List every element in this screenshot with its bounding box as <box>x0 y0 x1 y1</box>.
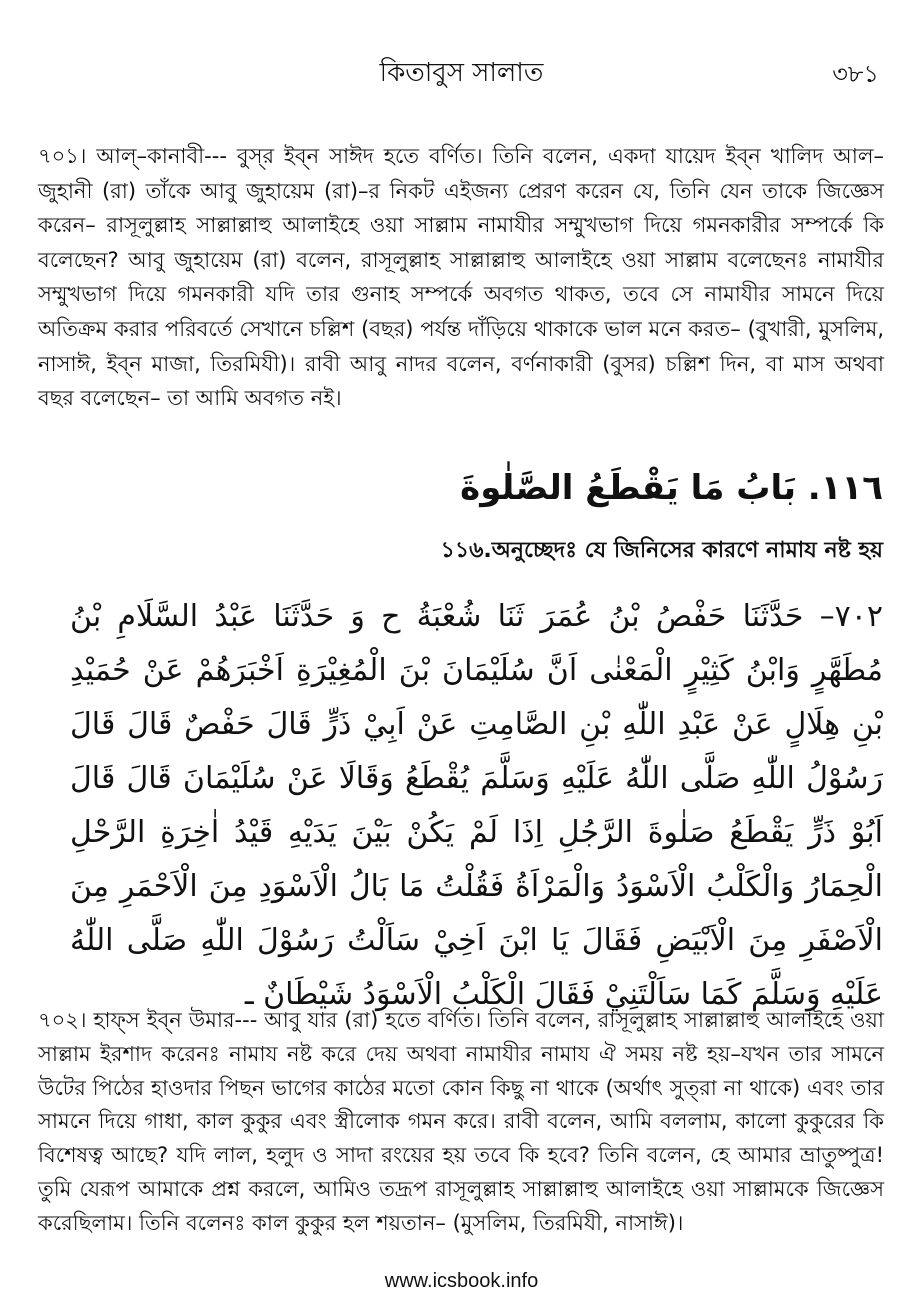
running-header <box>40 52 883 92</box>
footer-website: www.icsbook.info <box>384 1270 539 1292</box>
chapter-heading-arabic: ١١٦. بَابُ مَا يَقْطَعُ الصَّلٰوةَ <box>460 468 883 508</box>
hadith-702-arabic-text: ٧٠٢– حَدَّثَنَا حَفْصُ بْنُ عُمَرَ ثَنَا شُعْبَةُ ح وَ حَدَّثَنَا عَبْدُ السَّلَامِ بْنُ مُطَهَّرٍ وَابْنُ كَثِيْرٍ الْمَعْنٰى اَنَّ سُلَيْمَانَ بْنَ الْمُغِيْرَةِ اَخْبَرَهُمْ عَنْ حُمَيْدِ بْنِ هِلَالٍ عَنْ عَبْدِ اللّٰهِ بْنِ الصَّامِتِ عَنْ اَبِيْ ذَرٍّ قَالَ حَفْصٌ قَالَ قَالَ رَسُوْلُ اللّٰهِ صَلَّى اللّٰهُ عَلَيْهِ وَسَلَّمَ يُقْطَعُ وَقَالَا عَنْ سُلَيْمَانَ قَالَ قَالَ اَبُوْ ذَرٍّ يَقْطَعُ صَلٰوةَ الرَّجُلِ اِذَا لَمْ يَكُنْ بَيْنَ يَدَيْهِ قَيْدُ اٰخِرَةِ الرَّحْلِ الْحِمَارُ وَالْكَلْبُ الْاَسْوَدُ وَالْمَرْاَةُ فَقُلْتُ مَا بَالُ الْاَسْوَدِ مِنَ الْاَحْمَرِ مِنَ الْاَصْفَرِ مِنَ الْاَبْيَضِ فَقَالَ يَا ابْنَ اَخِيْ سَاَلْتُ رَسُوْلَ اللّٰهِ صَلَّى اللّٰهُ عَلَيْهِ وَسَلَّمَ كَمَا سَاَلْتَنِيْ فَقَالَ الْكَلْبُ الْاَسْوَدُ شَيْطَانٌ ـ <box>70 599 883 1012</box>
hadith-701-paragraph: ৭০১। আল্‌–কানাবী--- বুস্‌র ইব্‌ন সাঈদ হতে বর্ণিত। তিনি বলেন, একদা যায়েদ ইব্‌ন খালিদ আল–জুহানী (রা) তাঁকে আবু জুহায়েম (রা)–র নিকট এইজন্য প্রেরণ করেন যে, তিনি যেন তাকে জিজ্ঞেস করেন– রাসূলুল্লাহ সাল্লাল্লাহু আলাইহে ওয়া সাল্লাম নামাযীর সম্মুখভাগ দিয়ে গমনকারীর সম্পর্কে কি বলেছেন? আবু জুহায়েম (রা) বলেন, রাসূলুল্লাহ সাল্লাল্লাহু আলাইহে ওয়া সাল্লাম বলেছেনঃ নামাযীর সম্মুখভাগ দিয়ে গমনকারী যদি তার গুনাহ সম্পর্কে অবগত থাকত, তবে সে নামাযীর সামনে দিয়ে অতিক্রম করার পরিবর্তে সেখানে চল্লিশ (বছর) পর্যন্ত দাঁড়িয়ে থাকাকে ভাল মনে করত– (বুখারী, মুসলিম, নাসাঈ, ইব্‌ন মাজা, তিরমিযী)। রাবী আবু নাদর বলেন, বর্ণনাকারী (বুসর) চল্লিশ দিন, বা মাস অথবা বছর বলেছেন– তা আমি অবগত নই। <box>38 144 884 411</box>
hadith-702-paragraph: ৭০২। হাফ্‌স ইব্‌ন উমার--- আবু যার (রা) হতে বর্ণিত। তিনি বলেন, রাসূলুল্লাহ সাল্লাল্লাহু আলাইহে ওয়া সাল্লাম ইরশাদ করেনঃ নামায নষ্ট করে দেয় অথবা নামাযীর নামায ঐ সময় নষ্ট হয়–যখন তার সামনে উটের পিঠের হাওদার পিছন ভাগের কাঠের মতো কোন কিছু না থাকে (অর্থাৎ সুত্‌রা না থাকে) এবং তার সামনে দিয়ে গাধা, কাল কুকুর এবং স্ত্রীলোক গমন করে। রাবী বলেন, আমি বললাম, কালো কুকুরের কি বিশেষত্ব আছে? যদি লাল, হলুদ ও সাদা রংয়ের হয় তবে কি হবে? তিনি বলেন, হে আমার ভ্রাতুষ্পুত্র! তুমি যেরূপ আমাকে প্রশ্ন করলে, আমিও তদ্রূপ রাসূলুল্লাহ সাল্লাল্লাহু আলাইহে ওয়া সাল্লামকে জিজ্ঞেস করেছিলাম। তিনি বলেনঃ কাল কুকুর হল শয়তান– (মুসলিম, তিরমিযী, নাসাঈ)। <box>38 1008 884 1235</box>
chapter-heading-bengali: ১১৬.অনুচ্ছেদঃ যে জিনিসের কারণে নামায নষ্ট হয় <box>440 538 883 563</box>
chapter-running-title: কিতাবুস সালাত <box>379 58 544 88</box>
page-number: ৩৮১ <box>832 60 879 88</box>
